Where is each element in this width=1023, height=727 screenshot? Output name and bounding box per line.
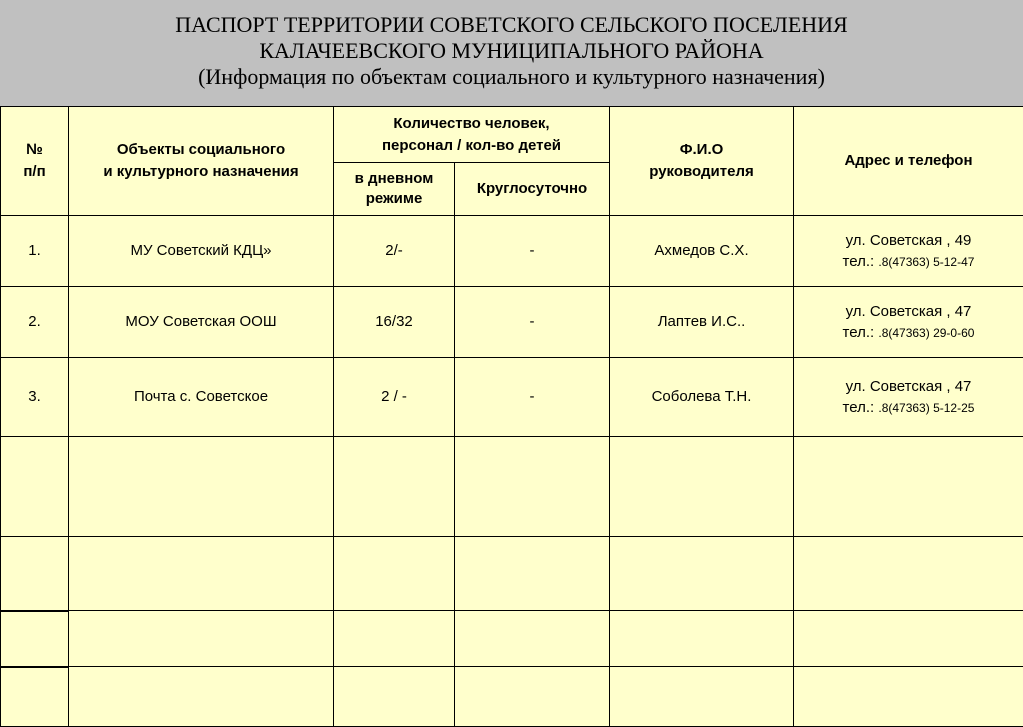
row-round-the-clock: -: [455, 216, 610, 287]
row-address: ул. Советская , 47: [798, 376, 1019, 397]
header-daytime-line-2: режиме: [338, 189, 450, 209]
header-cell-quantity: [334, 107, 610, 163]
header-quantity-line-1: Количество человек,: [338, 113, 605, 135]
table-row: [1, 358, 1023, 437]
empty-table-row: [1, 537, 1023, 611]
row-round-the-clock: -: [455, 287, 610, 358]
row-object-name: МОУ Советская ООШ: [69, 287, 334, 358]
row-daytime: 16/32: [334, 287, 455, 358]
row-phone: .8(47363) 5-12-47: [878, 255, 974, 269]
header-cell-number: [1, 107, 69, 216]
header-cell-director: [610, 107, 794, 216]
header-daytime-line-1: в дневном: [338, 169, 450, 189]
header-number-line-2: п/п: [5, 161, 64, 183]
row-phone-label: тел.:: [843, 399, 875, 416]
row-daytime: 2 / -: [334, 358, 455, 437]
header-title-line-1: ПАСПОРТ ТЕРРИТОРИИ СОВЕТСКОГО СЕЛЬСКОГО ПОСЕЛЕНИЯ: [0, 0, 1023, 38]
row-number: 1.: [1, 216, 69, 287]
header-director-line-2: руководителя: [614, 161, 789, 183]
row-number: 2.: [1, 287, 69, 358]
header-address-label: Адрес и телефон: [798, 150, 1019, 172]
row-object-name: МУ Советский КДЦ»: [69, 216, 334, 287]
row-director: Соболева Т.Н.: [610, 358, 794, 437]
header-number-line-1: №: [5, 139, 64, 161]
header-cell-daytime: [334, 163, 455, 216]
empty-table-row: [1, 437, 1023, 537]
header-subtitle: (Информация по объектам социального и культурного назначения): [0, 64, 1023, 90]
row-director: Лаптев И.С..: [610, 287, 794, 358]
table-row: [1, 287, 1023, 358]
row-phone: .8(47363) 29-0-60: [878, 326, 974, 340]
header-title-line-2: КАЛАЧЕЕВСКОГО МУНИЦИПАЛЬНОГО РАЙОНА: [0, 38, 1023, 64]
header-round-label: Круглосуточно: [459, 178, 605, 200]
row-address-cell: [794, 287, 1023, 358]
header-objects-line-1: Объекты социального: [73, 139, 329, 161]
page-header: [0, 0, 1023, 106]
row-address: ул. Советская , 49: [798, 230, 1019, 251]
empty-table-row: [1, 611, 1023, 667]
row-address: ул. Советская , 47: [798, 301, 1019, 322]
objects-table: [0, 106, 1023, 727]
empty-table-row: [1, 667, 1023, 727]
row-daytime: 2/-: [334, 216, 455, 287]
row-phone-label: тел.:: [843, 253, 875, 270]
row-number: 3.: [1, 358, 69, 437]
header-objects-line-2: и культурного назначения: [73, 161, 329, 183]
header-quantity-line-2: персонал / кол-во детей: [338, 135, 605, 157]
header-cell-objects: [69, 107, 334, 216]
row-round-the-clock: -: [455, 358, 610, 437]
header-cell-round-the-clock: [455, 163, 610, 216]
row-address-cell: [794, 216, 1023, 287]
row-director: Ахмедов С.Х.: [610, 216, 794, 287]
row-phone: .8(47363) 5-12-25: [878, 401, 974, 415]
row-phone-label: тел.:: [843, 324, 875, 341]
header-cell-address: [794, 107, 1023, 216]
row-object-name: Почта с. Советское: [69, 358, 334, 437]
table-row: [1, 216, 1023, 287]
header-director-line-1: Ф.И.О: [614, 139, 789, 161]
row-address-cell: [794, 358, 1023, 437]
